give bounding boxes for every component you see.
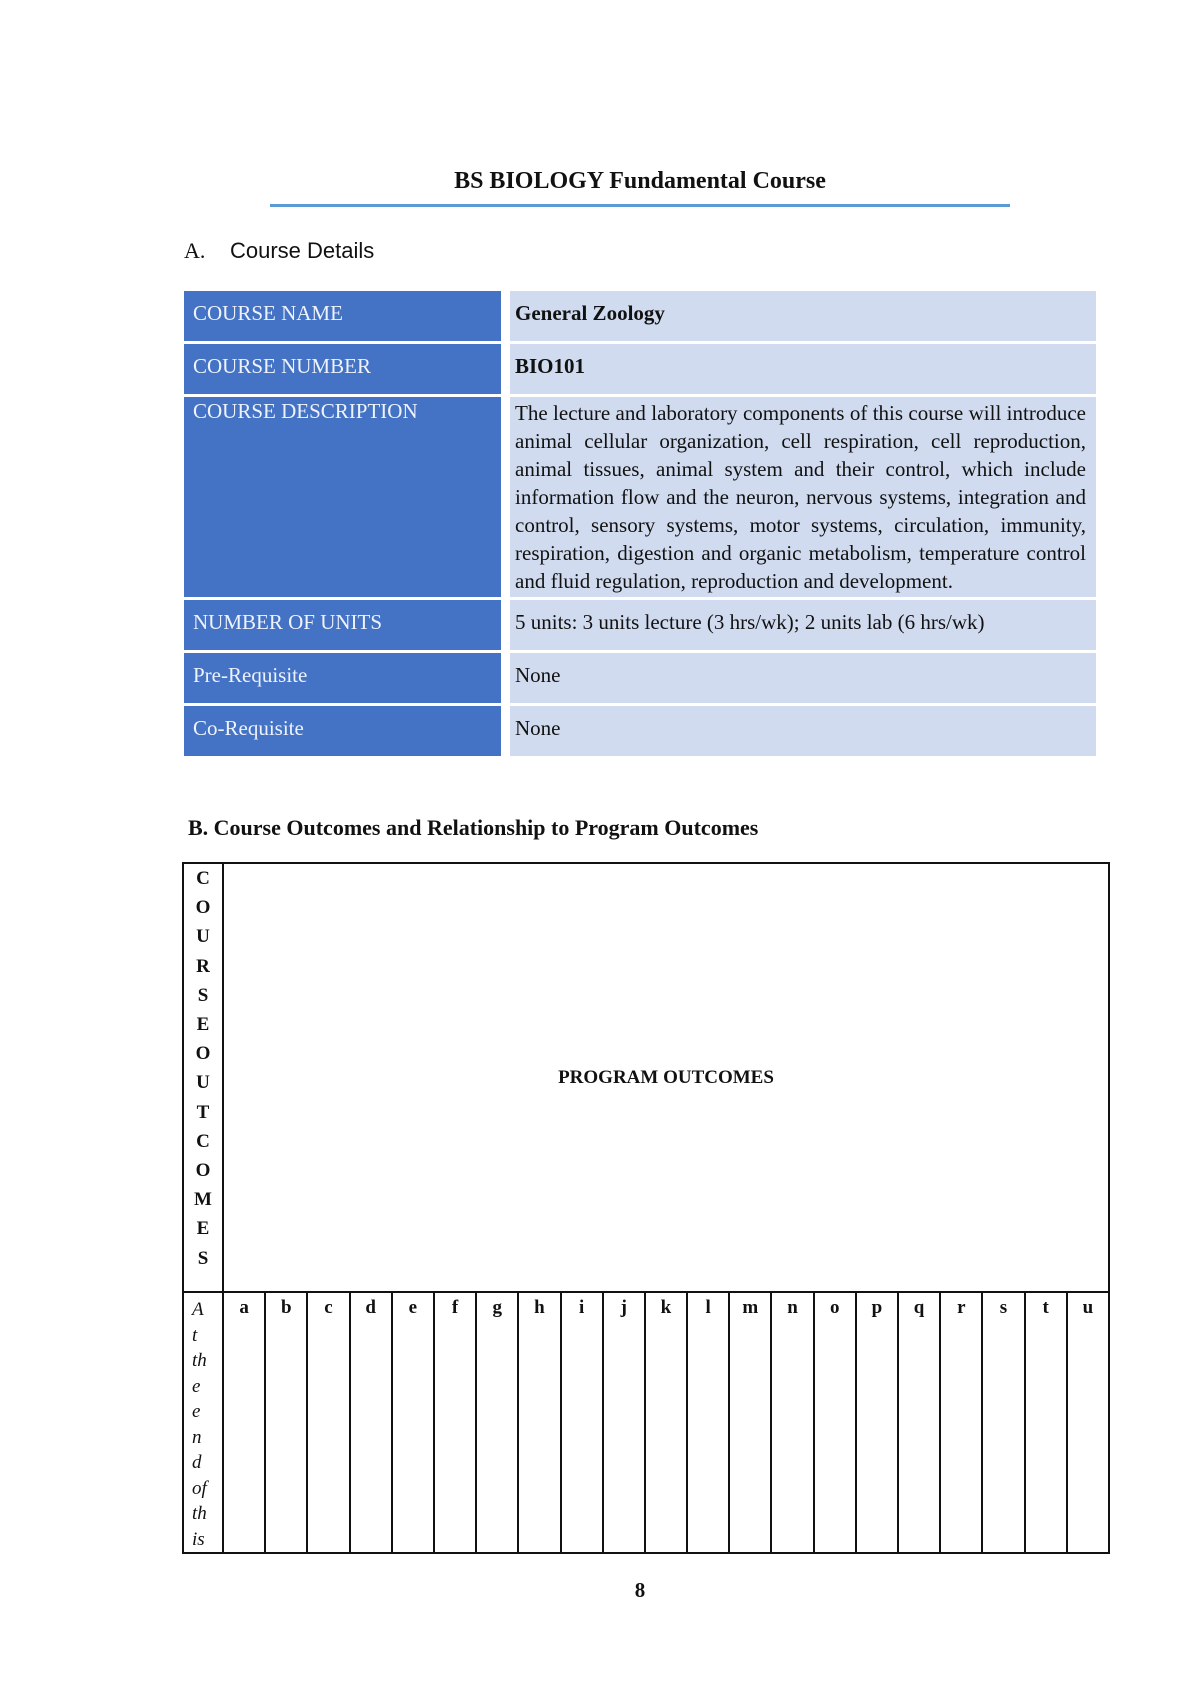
corequisite-value: None [510, 706, 1096, 756]
course-description-label: COURSE DESCRIPTION [184, 397, 510, 597]
course-outcomes-vertical-header [183, 863, 223, 1292]
course-outcomes-char: C [196, 868, 210, 889]
course-outcomes-char: U [196, 1072, 210, 1094]
program-outcome-letter-l: l [687, 1292, 729, 1553]
course-details-table [184, 288, 1096, 759]
program-outcome-letter-t: t [1025, 1292, 1067, 1553]
program-outcome-letter-g: g [476, 1292, 518, 1553]
course-outcomes-char: R [196, 955, 210, 977]
row-course-number [184, 344, 1096, 394]
program-outcome-letter-k: k [645, 1292, 687, 1553]
row-number-of-units [184, 600, 1096, 650]
program-outcome-letter-r: r [940, 1292, 982, 1553]
prerequisite-label: Pre-Requisite [184, 653, 510, 703]
course-outcomes-char: E [196, 1014, 210, 1036]
program-outcome-letter-s: s [982, 1292, 1024, 1553]
course-outcomes-char: O [195, 897, 211, 919]
document-title: BS BIOLOGY Fundamental Course [454, 168, 826, 194]
program-outcome-letter-j: j [603, 1292, 645, 1553]
program-outcome-letter-q: q [898, 1292, 940, 1553]
section-a-heading [184, 238, 374, 264]
course-outcomes-char: S [197, 1247, 209, 1269]
program-outcome-letter-p: p [856, 1292, 898, 1553]
intro-text-fragment: th [192, 1503, 207, 1524]
intro-text-fragment: A [192, 1299, 204, 1320]
intro-text-fragment: is [192, 1528, 205, 1550]
section-b-heading: B. Course Outcomes and Relationship to Program Outcomes [188, 815, 759, 840]
course-number-label: COURSE NUMBER [184, 344, 510, 394]
intro-text-fragment: n [192, 1426, 202, 1448]
course-outcome-intro-cell [183, 1292, 223, 1553]
course-outcomes-char: M [194, 1189, 212, 1211]
course-number-value: BIO101 [510, 344, 1096, 394]
corequisite-label: Co-Requisite [184, 706, 510, 756]
course-outcomes-char: S [197, 984, 209, 1006]
section-a-text: Course Details [230, 238, 375, 263]
course-name-value: General Zoology [510, 291, 1096, 341]
program-outcome-letter-f: f [434, 1292, 476, 1553]
course-outcomes-char: T [196, 1101, 210, 1123]
section-a-letter: A. [184, 238, 206, 263]
intro-text-fragment: e [192, 1375, 201, 1397]
course-name-label: COURSE NAME [184, 291, 510, 341]
outcomes-header-row [183, 863, 1109, 1292]
row-course-description [184, 397, 1096, 597]
program-outcome-letter-a: a [223, 1292, 265, 1553]
intro-text-fragment: th [192, 1350, 207, 1371]
row-course-name [184, 291, 1096, 341]
program-outcome-letter-d: d [350, 1292, 392, 1553]
course-outcomes-char: E [196, 1218, 210, 1240]
prerequisite-value: None [510, 653, 1096, 703]
program-outcome-letter-o: o [814, 1292, 856, 1553]
row-corequisite [184, 706, 1096, 756]
title-underline [270, 204, 1010, 207]
program-outcome-letters-row [183, 1292, 1109, 1553]
program-outcome-letter-n: n [771, 1292, 813, 1553]
intro-text-fragment: d [192, 1452, 202, 1473]
row-prerequisite [184, 653, 1096, 703]
intro-text-fragment: t [192, 1324, 198, 1346]
intro-text-fragment: e [192, 1401, 201, 1422]
course-outcomes-char: U [196, 926, 210, 948]
outcomes-table [182, 862, 1110, 1554]
program-outcome-letter-e: e [392, 1292, 434, 1553]
units-label: NUMBER OF UNITS [184, 600, 510, 650]
program-outcome-letter-h: h [518, 1292, 560, 1553]
program-outcome-letter-i: i [561, 1292, 603, 1553]
intro-text-fragment: of [192, 1477, 207, 1499]
page-number: 8 [634, 1578, 646, 1602]
course-outcomes-char: C [196, 1130, 210, 1152]
units-value: 5 units: 3 units lecture (3 hrs/wk); 2 units lab (6 hrs/wk) [510, 600, 1096, 650]
course-outcomes-char: O [195, 1160, 211, 1182]
program-outcome-letter-b: b [265, 1292, 307, 1553]
course-outcomes-char: O [195, 1043, 211, 1065]
program-outcome-letter-c: c [307, 1292, 349, 1553]
program-outcome-letter-m: m [729, 1292, 771, 1553]
program-outcomes-header: PROGRAM OUTCOMES [223, 863, 1109, 1292]
program-outcome-letter-u: u [1067, 1292, 1109, 1553]
course-description-value: The lecture and laboratory components of this course will introduce animal cellular organization, cell respiration, cell reproduction, animal tissues, animal system and their control, which include information flow and the neuron, nervous systems, integration and control, sensory systems, motor systems, circulation, immunity, respiration, digestion and organic metabolism, temperature control and fluid regulation, reproduction and development. [510, 397, 1096, 597]
